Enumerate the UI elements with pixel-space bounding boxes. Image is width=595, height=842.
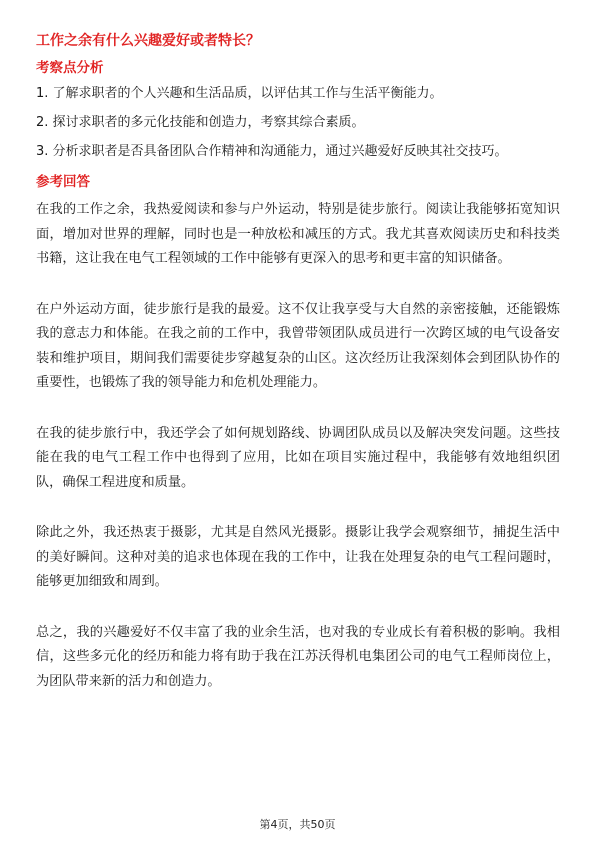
analysis-point-2: 2. 探讨求职者的多元化技能和创造力，考察其综合素质。: [36, 115, 365, 130]
answer-paragraph-5: 总之，我的兴趣爱好不仅丰富了我的业余生活，也对我的专业成长有着积极的影响。我相信，这些多元化的经历和能力将有助于我在江苏沃得机电集团公司的电气工程师岗位上，为团队带来新的活力和创造力。: [36, 624, 560, 689]
analysis-point-3: 3. 分析求职者是否具备团队合作精神和沟通能力，通过兴趣爱好反映其社交技巧。: [36, 144, 508, 159]
question-heading: 工作之余有什么兴趣爱好或者特长？: [36, 33, 260, 49]
answer-paragraph-2: 在户外运动方面，徒步旅行是我的最爱。这不仅让我享受与大自然的亲密接触，还能锻炼我的意志力和体能。在我之前的工作中，我曾带领团队成员进行一次跨区域的电气设备安装和维护项目，期间我们需要徒步穿越复杂的山区。这次经历让我深刻体会到团队协作的重要性，也锻炼了我的领导能力和危机处理能力。: [36, 301, 560, 390]
page-content: [36, 30, 560, 720]
answer-paragraph-3: 在我的徒步旅行中，我还学会了如何规划路线、协调团队成员以及解决突发问题。这些技能在我的电气工程工作中也得到了应用，比如在项目实施过程中，我能够有效地组织团队，确保工程进度和质量。: [36, 425, 560, 490]
answer-title: 参考回答: [36, 174, 90, 190]
analysis-title: 考察点分析: [36, 60, 104, 76]
answer-paragraph-1: 在我的工作之余，我热爱阅读和参与户外运动，特别是徒步旅行。阅读让我能够拓宽知识面，增加对世界的理解，同时也是一种放松和减压的方式。我尤其喜欢阅读历史和科技类书籍，这让我在电气工程领域的工作中能够有更深入的思考和更丰富的知识储备。: [36, 202, 560, 266]
analysis-point-1: 1. 了解求职者的个人兴趣和生活品质，以评估其工作与生活平衡能力。: [36, 86, 443, 101]
answer-paragraph-4: 除此之外，我还热衷于摄影，尤其是自然风光摄影。摄影让我学会观察细节，捕捉生活中的美好瞬间。这种对美的追求也体现在我的工作中，让我在处理复杂的电气工程问题时，能够更加细致和周到。: [36, 525, 560, 589]
page-number-footer: 第4页，共50页: [259, 818, 336, 831]
